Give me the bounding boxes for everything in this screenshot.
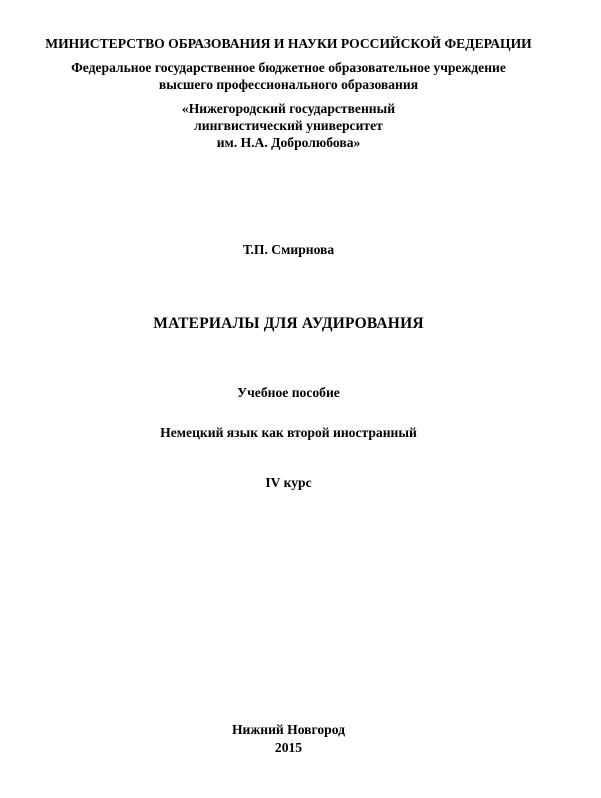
author-name: Т.П. Смирнова: [242, 242, 335, 257]
publication-type: Учебное пособие: [237, 385, 340, 400]
university-line-2: лингвистический университет: [194, 118, 383, 133]
subject-line: Немецкий язык как второй иностранный: [160, 425, 417, 440]
institution-line-2: высшего профессионального образования: [158, 77, 419, 92]
course-line: IV курс: [265, 475, 312, 490]
publication-city: Нижний Новгород: [231, 722, 345, 737]
university-line-3: им. Н.А. Добролюбова»: [216, 135, 361, 150]
ministry-heading: МИНИСТЕРСТВО ОБРАЗОВАНИЯ И НАУКИ РОССИЙСКОЙ ФЕДЕРАЦИИ: [45, 36, 532, 51]
document-title: МАТЕРИАЛЫ ДЛЯ АУДИРОВАНИЯ: [153, 315, 424, 332]
university-line-1: «Нижегородский государственный: [181, 101, 396, 116]
institution-line-1: Федеральное государственное бюджетное образовательное учреждение: [71, 60, 506, 75]
publication-year: 2015: [274, 740, 303, 755]
